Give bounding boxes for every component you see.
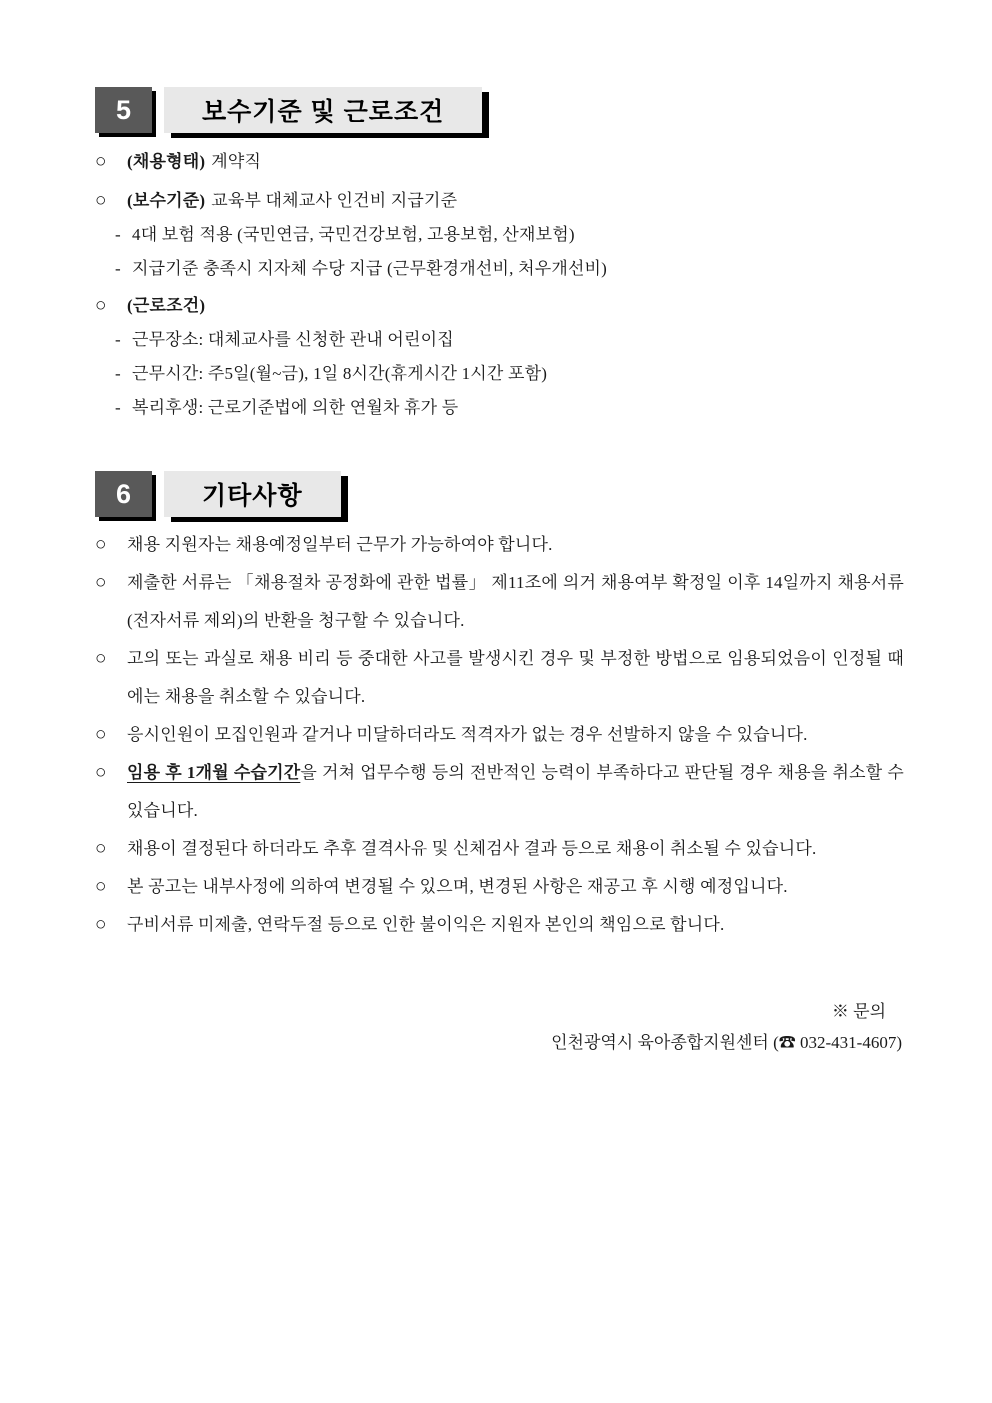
dash-bullet: - [115, 398, 121, 417]
list-item [95, 754, 904, 830]
item-text: 본 공고는 내부사정에 의하여 변경될 수 있으며, 변경된 사항은 재공고 후 시행 예정입니다. [127, 877, 788, 896]
section-6-number-badge: 6 [95, 471, 152, 517]
list-subitem [95, 391, 904, 425]
item-text: 근무장소: 대체교사를 신청한 관내 어린이집 [132, 330, 454, 349]
circle-bullet: ○ [95, 876, 107, 897]
section-5-body [95, 145, 904, 425]
list-item [95, 906, 904, 944]
bold-label: (보수기준) [127, 191, 206, 210]
section-5-number-badge: 5 [95, 87, 152, 133]
section-5-title: 보수기준 및 근로조건 [164, 87, 482, 133]
list-item [95, 526, 904, 564]
list-item [95, 184, 904, 218]
item-text [127, 289, 904, 323]
circle-bullet: ○ [95, 838, 107, 859]
dash-bullet: - [115, 330, 121, 349]
item-text [127, 145, 904, 179]
item-text [127, 754, 904, 830]
circle-bullet: ○ [95, 151, 107, 172]
list-item [95, 640, 904, 716]
circle-bullet: ○ [95, 534, 107, 555]
section-5-header [95, 87, 904, 133]
item-text: 근무시간: 주5일(월~금), 1일 8시간(휴게시간 1시간 포함) [132, 364, 548, 383]
list-subitem [95, 252, 904, 286]
list-item [95, 868, 904, 906]
list-item [95, 830, 904, 868]
item-text-rest: 계약직 [211, 152, 262, 171]
footer-contact: 인천광역시 육아종합지원센터 (☎ 032-431-4607) [551, 1033, 902, 1052]
item-text: 제출한 서류는 「채용절차 공정화에 관한 법률」 제11조에 의거 채용여부 확정일 이후 14일까지 채용서류(전자서류 제외)의 반환을 청구할 수 있습니다. [127, 573, 904, 630]
section-6-header [95, 471, 904, 517]
item-text-rest: 을 거쳐 업무수행 등의 전반적인 능력이 부족하다고 판단될 경우 채용을 취소할 수 있습니다. [127, 763, 904, 820]
footer-inquiry-label: ※ 문의 [831, 1002, 886, 1021]
item-text: 고의 또는 과실로 채용 비리 등 중대한 사고를 발생시킨 경우 및 부정한 방법으로 임용되었음이 인정될 때에는 채용을 취소할 수 있습니다. [127, 649, 904, 706]
item-text: 채용이 결정된다 하더라도 추후 결격사유 및 신체검사 결과 등으로 채용이 취소될 수 있습니다. [127, 839, 817, 858]
item-text: 응시인원이 모집인원과 같거나 미달하더라도 적격자가 없는 경우 선발하지 않을 수 있습니다. [127, 725, 808, 744]
dash-bullet: - [115, 364, 121, 383]
dash-bullet: - [115, 225, 121, 244]
footer [95, 996, 904, 1058]
list-item [95, 145, 904, 179]
dash-bullet: - [115, 259, 121, 278]
list-subitem [95, 323, 904, 357]
section-6-title: 기타사항 [164, 471, 341, 517]
circle-bullet: ○ [95, 762, 107, 783]
item-text: 복리후생: 근로기준법에 의한 연월차 휴가 등 [132, 398, 459, 417]
circle-bullet: ○ [95, 724, 107, 745]
item-text: 채용 지원자는 채용예정일부터 근무가 가능하여야 합니다. [127, 535, 553, 554]
circle-bullet: ○ [95, 914, 107, 935]
circle-bullet: ○ [95, 572, 107, 593]
item-text [127, 184, 904, 218]
circle-bullet: ○ [95, 648, 107, 669]
list-subitem [95, 357, 904, 391]
list-item [95, 289, 904, 323]
list-item [95, 716, 904, 754]
circle-bullet: ○ [95, 295, 107, 316]
item-text-rest: 교육부 대체교사 인건비 지급기준 [211, 191, 458, 210]
item-text: 4대 보험 적용 (국민연금, 국민건강보험, 고용보험, 산재보험) [132, 225, 575, 244]
item-text: 구비서류 미제출, 연락두절 등으로 인한 불이익은 지원자 본인의 책임으로 합니다. [127, 915, 725, 934]
list-item [95, 564, 904, 640]
underlined-bold-phrase: 임용 후 1개월 수습기간 [127, 763, 301, 782]
circle-bullet: ○ [95, 190, 107, 211]
bold-label: (근로조건) [127, 296, 206, 315]
item-text: 지급기준 충족시 지자체 수당 지급 (근무환경개선비, 처우개선비) [132, 259, 608, 278]
list-subitem [95, 218, 904, 252]
bold-label: (채용형태) [127, 152, 206, 171]
section-6-body [95, 526, 904, 944]
